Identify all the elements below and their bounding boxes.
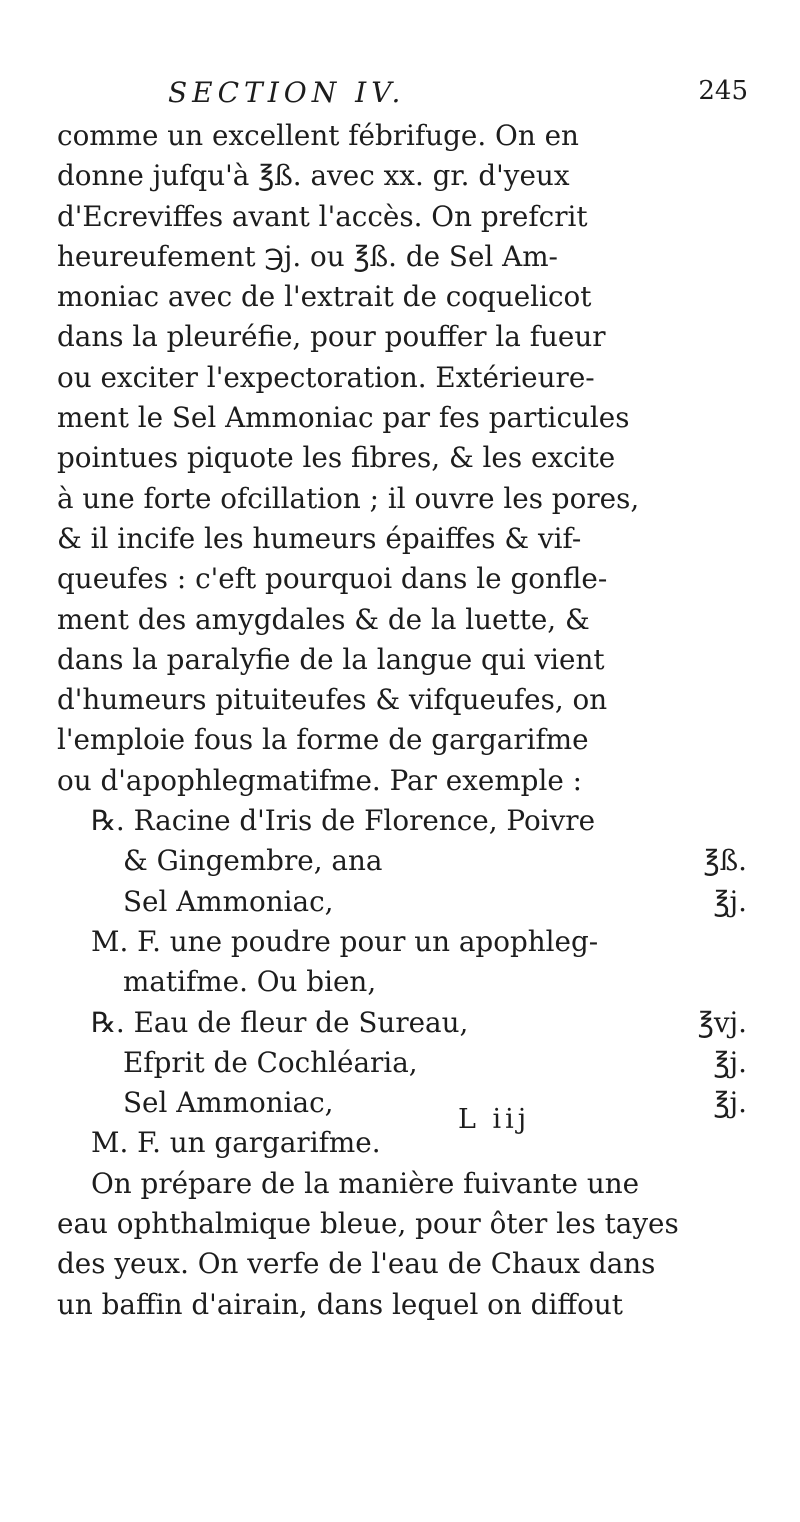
text-line: à une forte ofcillation ; il ouvre les pores,	[57, 481, 640, 515]
recipe-amount: ℥ß.	[703, 844, 747, 878]
text-line: moniac avec de l'extrait de coquelicot	[57, 280, 592, 314]
recipe-line	[57, 922, 757, 962]
recipe-amount: ℥vj.	[697, 1005, 747, 1039]
recipe-ingredient: Efprit de Cochléaria,	[123, 1045, 418, 1079]
text-line: ment des amygdales & de la luette, &	[57, 602, 590, 636]
recipe-line	[57, 801, 757, 841]
text-line: un baffin d'airain, dans lequel on diffout	[57, 1287, 623, 1321]
recipe-amount: ℥j.	[713, 1086, 747, 1120]
recipe-ingredient: ℞. Eau de fleur de Sureau,	[91, 1005, 469, 1039]
text-line: dans la pleuréfie, pour pouffer la fueur	[57, 320, 606, 354]
recipe-line	[57, 962, 757, 1002]
recipe-line	[57, 882, 757, 922]
body-text	[57, 116, 757, 1325]
recipe-line	[57, 841, 757, 881]
text-line: & il incife les humeurs épaiffes & vif-	[57, 521, 582, 555]
text-line: ment le Sel Ammoniac par fes particules	[57, 401, 630, 435]
text-line: ou exciter l'expectoration. Extérieure-	[57, 360, 595, 394]
text-line: ou d'apophlegmatifme. Par exemple :	[57, 763, 583, 797]
text-line: comme un excellent fébrifuge. On en	[57, 119, 579, 152]
recipe-gargle	[57, 1003, 757, 1164]
section-title: SECTION IV.	[168, 76, 406, 109]
recipe-line	[57, 1123, 757, 1163]
text-line: l'emploie fous la forme de gargarifme	[57, 723, 589, 757]
text-line: dans la paralyfie de la langue qui vient	[57, 642, 605, 676]
text-line: queufes : c'eft pourquoi dans le gonfle-	[57, 562, 608, 596]
recipe-amount: ℥j.	[713, 1045, 747, 1079]
text-line: On prépare de la manière fuivante une	[91, 1166, 640, 1200]
recipe-ingredient: Sel Ammoniac,	[123, 1086, 334, 1120]
text-line: donne jufqu'à ℥ß. avec xx. gr. d'yeux	[57, 159, 570, 193]
recipe-instruction: M. F. un gargarifme.	[91, 1126, 381, 1160]
text-line: d'humeurs pituiteufes & vifqueufes, on	[57, 683, 608, 717]
recipe-line	[57, 1003, 757, 1043]
recipe-ingredient: Sel Ammoniac,	[123, 884, 334, 918]
running-header	[168, 76, 748, 116]
recipe-amount: ℥j.	[713, 884, 747, 918]
text-line: pointues piquote les fibres, & les excite	[57, 441, 616, 475]
text-line: d'Ecreviffes avant l'accès. On prefcrit	[57, 199, 588, 233]
recipe-instruction: M. F. une poudre pour un apophleg-	[91, 924, 599, 958]
text-line: heureufement ℈j. ou ℥ß. de Sel Am-	[57, 239, 558, 273]
recipe-line	[57, 1043, 757, 1083]
recipe-line	[57, 1083, 757, 1123]
recipe-ingredient: ℞. Racine d'Iris de Florence, Poivre	[91, 804, 596, 838]
signature-mark: L iij	[458, 1104, 531, 1135]
text-line: eau ophthalmique bleue, pour ôter les tayes	[57, 1207, 679, 1241]
text-line: des yeux. On verfe de l'eau de Chaux dans	[57, 1247, 656, 1281]
recipe-instruction: matifme. Ou bien,	[123, 965, 377, 999]
recipe-ingredient: & Gingembre, ana	[123, 844, 383, 878]
page-number: 245	[698, 76, 748, 106]
recipe-powder	[57, 801, 757, 1002]
